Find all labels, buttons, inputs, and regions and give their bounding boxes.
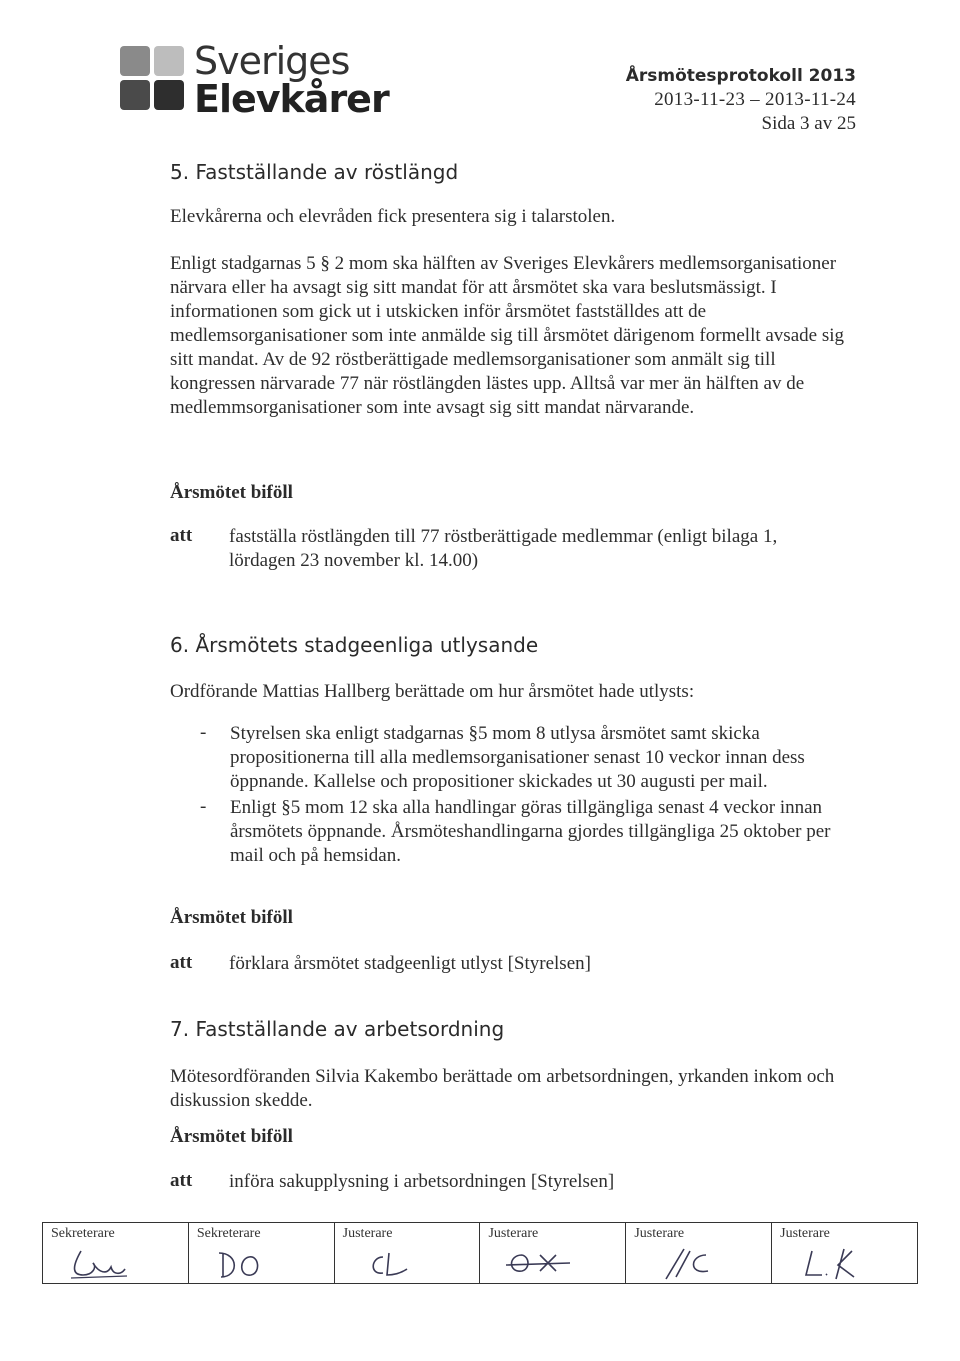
document-title: Årsmötesprotokoll 2013 — [625, 66, 856, 86]
signature-table — [42, 1222, 918, 1284]
document-dates: 2013-11-23 – 2013-11-24 — [654, 89, 856, 110]
section-7-att-label: att — [170, 1170, 193, 1191]
signature-label: Justerare — [342, 1226, 393, 1241]
section-5-paragraph-2: Enligt stadgarnas 5 § 2 mom ska hälften av Sveriges Elevkårers medlemsorganisationer närvara eller ha avsagt sig sitt mandat för att årsmötet ska vara beslutsmässigt. I informationen som gick ut i utskicken inför årsmötet fastställdes att de medlemsorganisationer som inte anmälde sig till årsmötet därigenom formellt avsade sig sitt mandat. Av de 92 röstberättigade medlemsorganisationer som anmält sig till kongressen närvarade 77 när röstlängden lästes upp. Alltså var mer än hälften av de medlemmsorganisationer som inte avsagt sig sitt mandat närvarande. — [170, 253, 844, 418]
section-7-att-text: införa sakupplysning i arbetsordningen [Styrelsen] — [229, 1171, 615, 1192]
signature-cell-secretary-2 — [189, 1223, 335, 1283]
logo-wordmark: Sveriges Elevkårer — [194, 39, 389, 121]
page-number: Sida 3 av 25 — [761, 113, 856, 134]
signature-cell-adjuster-2 — [480, 1223, 626, 1283]
signature-label: Sekreterare — [196, 1226, 261, 1241]
signature-label: Justerare — [780, 1226, 830, 1241]
handwritten-initials-icon — [500, 1245, 600, 1281]
handwritten-initials-icon — [355, 1245, 455, 1281]
signature-label: Justerare — [488, 1226, 539, 1241]
handwritten-initials-icon — [209, 1245, 309, 1281]
section-7-decision: Årsmötet biföll — [170, 1126, 293, 1147]
section-5-paragraph-1: Elevkårerna och elevråden fick presentera sig i talarstolen. — [170, 206, 616, 227]
section-5-decision: Årsmötet biföll — [170, 482, 293, 503]
section-7-heading: 7. Fastställande av arbetsordning — [170, 1017, 505, 1041]
signature-label: Sekreterare — [51, 1226, 115, 1241]
organization-logo — [120, 39, 389, 124]
section-5-att-label: att — [170, 525, 193, 546]
section-7-paragraph-1: Mötesordföranden Silvia Kakembo berättade om arbetsordningen, yrkanden inkom och diskussion skedde. — [170, 1066, 835, 1111]
section-6-att-text: förklara årsmötet stadgeenligt utlyst [Styrelsen] — [229, 953, 591, 974]
handwritten-initials-icon — [646, 1245, 746, 1281]
section-5-heading: 5. Fastställande av röstlängd — [170, 160, 459, 184]
bullet-dash: - — [200, 796, 207, 817]
bullet-dash: - — [200, 722, 207, 743]
section-6-bullet-1: Styrelsen ska enligt stadgarnas §5 mom 8 utlysa årsmötet samt skicka propositionerna till alla medlemsorganisationer senast 10 veckor innan dess öppnande. Kallelse och propositioner skickades ut 30 augusti per mail. — [230, 723, 805, 792]
signature-label: Justerare — [634, 1226, 685, 1241]
logo-squares-icon — [120, 46, 186, 112]
section-6-decision: Årsmötet biföll — [170, 907, 293, 928]
section-6-paragraph-1: Ordförande Mattias Hallberg berättade om hur årsmötet hade utlysts: — [170, 681, 695, 702]
signature-cell-adjuster-1 — [335, 1223, 481, 1283]
section-6-att-label: att — [170, 952, 193, 973]
handwritten-initials-icon — [792, 1245, 892, 1281]
section-5-att-text: fastställa röstlängden till 77 röstberättigade medlemmar (enligt bilaga 1, lördagen 23 november kl. 14.00) — [229, 526, 778, 571]
signature-cell-secretary-1 — [43, 1223, 189, 1283]
section-6-heading: 6. Årsmötets stadgeenliga utlysande — [170, 633, 539, 657]
signature-cell-adjuster-4 — [772, 1223, 917, 1283]
signature-cell-adjuster-3 — [626, 1223, 772, 1283]
section-6-bullet-2: Enligt §5 mom 12 ska alla handlingar göras tillgängliga senast 4 veckor innan årsmötets öppnande. Årsmöteshandlingarna gjordes tillgängliga 25 oktober per mail och på hemsidan. — [230, 797, 831, 866]
document-header — [626, 64, 856, 136]
handwritten-initials-icon — [63, 1245, 163, 1281]
